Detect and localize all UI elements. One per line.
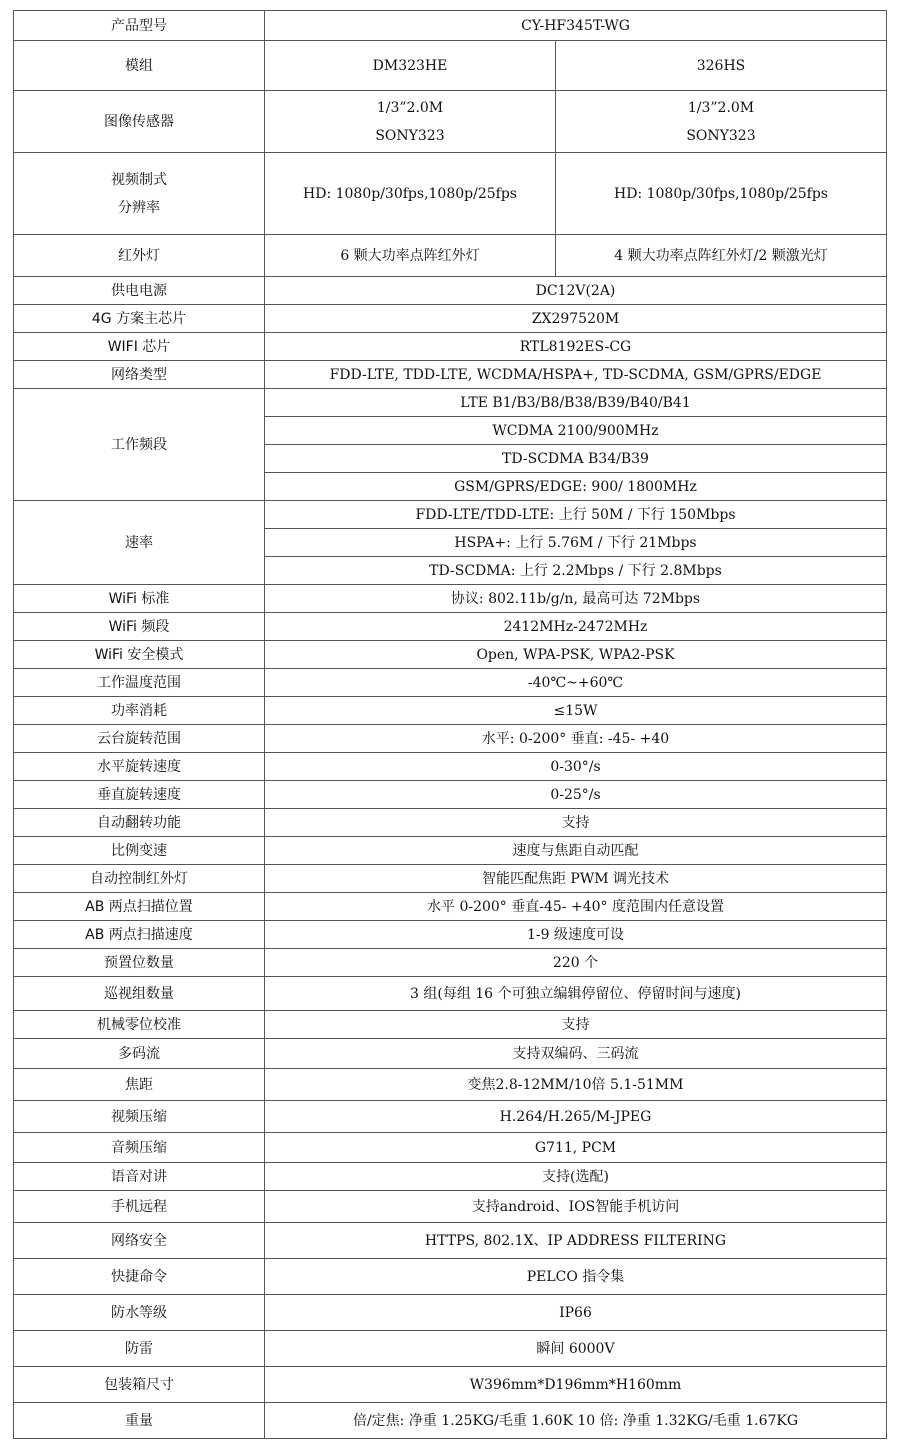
table-row (14, 389, 887, 417)
row-value: 2412MHz-2472MHz (265, 613, 887, 641)
table-row (14, 697, 887, 725)
video-b-value: HD: 1080p/30fps,1080p/25fps (556, 153, 887, 235)
row-value: 支持(选配) (265, 1163, 887, 1191)
table-row (14, 333, 887, 361)
table-row (14, 1011, 887, 1039)
table-row (14, 305, 887, 333)
row-value: 0-25°/s (265, 781, 887, 809)
row-value: 智能匹配焦距 PWM 调光技术 (265, 865, 887, 893)
ir-a-value: 6 颗大功率点阵红外灯 (265, 235, 556, 277)
row-value: CY-HF345T-WG (265, 11, 887, 41)
row-value: 瞬间 6000V (265, 1331, 887, 1367)
table-row (14, 11, 887, 41)
sensor-b-value (556, 91, 887, 153)
ir-b-value: 4 颗大功率点阵红外灯/2 颗激光灯 (556, 235, 887, 277)
row-label: 云台旋转范围 (14, 725, 265, 753)
row-value: 支持 (265, 809, 887, 837)
row-label: 速率 (14, 501, 265, 585)
row-label: 焦距 (14, 1069, 265, 1101)
row-label (14, 153, 265, 235)
row-value: DC12V(2A) (265, 277, 887, 305)
table-row (14, 781, 887, 809)
row-value: G711, PCM (265, 1133, 887, 1163)
table-row (14, 1191, 887, 1223)
table-row (14, 1039, 887, 1069)
row-label: 图像传感器 (14, 91, 265, 153)
table-row (14, 1163, 887, 1191)
band-value: TD-SCDMA B34/B39 (265, 445, 887, 473)
band-value: LTE B1/B3/B8/B38/B39/B40/B41 (265, 389, 887, 417)
row-value: H.264/H.265/M-JPEG (265, 1101, 887, 1133)
row-label: 供电电源 (14, 277, 265, 305)
row-value: PELCO 指令集 (265, 1259, 887, 1295)
table-row (14, 865, 887, 893)
row-label: 模组 (14, 41, 265, 91)
row-label: 重量 (14, 1403, 265, 1439)
row-value: 协议: 802.11b/g/n, 最高可达 72Mbps (265, 585, 887, 613)
table-row (14, 1133, 887, 1163)
table-row (14, 1367, 887, 1403)
table-row (14, 1069, 887, 1101)
table-row (14, 725, 887, 753)
row-label: 多码流 (14, 1039, 265, 1069)
row-label: 功率消耗 (14, 697, 265, 725)
row-value: ZX297520M (265, 305, 887, 333)
table-row (14, 809, 887, 837)
row-value: 速度与焦距自动匹配 (265, 837, 887, 865)
rate-value: TD-SCDMA: 上行 2.2Mbps / 下行 2.8Mbps (265, 557, 887, 585)
row-value: 支持双编码、三码流 (265, 1039, 887, 1069)
row-label: WiFi 安全模式 (14, 641, 265, 669)
row-label: 网络安全 (14, 1223, 265, 1259)
row-label: 4G 方案主芯片 (14, 305, 265, 333)
table-row (14, 585, 887, 613)
row-label: 红外灯 (14, 235, 265, 277)
row-label: 包装箱尺寸 (14, 1367, 265, 1403)
row-value: W396mm*D196mm*H160mm (265, 1367, 887, 1403)
row-label: 预置位数量 (14, 949, 265, 977)
row-value: 水平: 0-200° 垂直: -45- +40 (265, 725, 887, 753)
row-label: 机械零位校准 (14, 1011, 265, 1039)
row-value: 220 个 (265, 949, 887, 977)
row-value: 支持 (265, 1011, 887, 1039)
table-row (14, 277, 887, 305)
table-row (14, 893, 887, 921)
table-row (14, 753, 887, 781)
row-value: Open, WPA-PSK, WPA2-PSK (265, 641, 887, 669)
table-row (14, 837, 887, 865)
table-row (14, 1259, 887, 1295)
table-row (14, 641, 887, 669)
band-value: GSM/GPRS/EDGE: 900/ 1800MHz (265, 473, 887, 501)
row-value: HTTPS, 802.1X、IP ADDRESS FILTERING (265, 1223, 887, 1259)
row-value: 3 组(每组 16 个可独立编辑停留位、停留时间与速度) (265, 977, 887, 1011)
sensor-a-line-2: SONY323 (375, 127, 445, 144)
row-label: 音频压缩 (14, 1133, 265, 1163)
row-value: ≤15W (265, 697, 887, 725)
rate-value: HSPA+: 上行 5.76M / 下行 21Mbps (265, 529, 887, 557)
row-value: 支持android、IOS智能手机访问 (265, 1191, 887, 1223)
spec-table (13, 10, 887, 1439)
row-value: RTL8192ES-CG (265, 333, 887, 361)
row-label: AB 两点扫描速度 (14, 921, 265, 949)
row-value: 变焦2.8-12MM/10倍 5.1-51MM (265, 1069, 887, 1101)
row-value: IP66 (265, 1295, 887, 1331)
row-label: 巡视组数量 (14, 977, 265, 1011)
row-value: 1-9 级速度可设 (265, 921, 887, 949)
sensor-b-line-2: SONY323 (686, 127, 756, 144)
row-label: 语音对讲 (14, 1163, 265, 1191)
row-label: 垂直旋转速度 (14, 781, 265, 809)
weight-value: 倍/定焦: 净重 1.25KG/毛重 1.60K 10 倍: 净重 1.32KG/毛重 1.67KG (265, 1403, 887, 1439)
table-row (14, 977, 887, 1011)
row-value: 0-30°/s (265, 753, 887, 781)
rate-value: FDD-LTE/TDD-LTE: 上行 50M / 下行 150Mbps (265, 501, 887, 529)
row-value: FDD-LTE, TDD-LTE, WCDMA/HSPA+, TD-SCDMA, GSM/GPRS/EDGE (265, 361, 887, 389)
row-label: 产品型号 (14, 11, 265, 41)
table-row (14, 91, 887, 153)
table-row (14, 1331, 887, 1367)
band-value: WCDMA 2100/900MHz (265, 417, 887, 445)
row-value: -40℃~+60℃ (265, 669, 887, 697)
row-label: 工作频段 (14, 389, 265, 501)
table-row (14, 235, 887, 277)
row-label: 网络类型 (14, 361, 265, 389)
sensor-a-value (265, 91, 556, 153)
module-a-value: DM323HE (265, 41, 556, 91)
row-label: WiFi 标准 (14, 585, 265, 613)
row-label: 自动翻转功能 (14, 809, 265, 837)
row-label: 防水等级 (14, 1295, 265, 1331)
table-row (14, 361, 887, 389)
table-row (14, 921, 887, 949)
table-row (14, 1295, 887, 1331)
table-row (14, 613, 887, 641)
row-label: 水平旋转速度 (14, 753, 265, 781)
row-label: 自动控制红外灯 (14, 865, 265, 893)
table-row (14, 1403, 887, 1439)
table-row (14, 669, 887, 697)
row-label: 工作温度范围 (14, 669, 265, 697)
row-label: AB 两点扫描位置 (14, 893, 265, 921)
table-row (14, 1101, 887, 1133)
video-label-line-1: 视频制式 (111, 171, 167, 188)
sensor-a-line-1: 1/3”2.0M (376, 99, 444, 116)
row-label: 防雷 (14, 1331, 265, 1367)
table-row (14, 1223, 887, 1259)
table-row (14, 153, 887, 235)
row-label: WIFI 芯片 (14, 333, 265, 361)
row-label: 比例变速 (14, 837, 265, 865)
table-row (14, 949, 887, 977)
row-value: 水平 0-200° 垂直-45- +40° 度范围内任意设置 (265, 893, 887, 921)
video-a-value: HD: 1080p/30fps,1080p/25fps (265, 153, 556, 235)
row-label: 手机远程 (14, 1191, 265, 1223)
table-row (14, 501, 887, 529)
module-b-value: 326HS (556, 41, 887, 91)
video-label-line-2: 分辨率 (118, 199, 160, 216)
row-label: WiFi 频段 (14, 613, 265, 641)
row-label: 视频压缩 (14, 1101, 265, 1133)
row-label: 快捷命令 (14, 1259, 265, 1295)
table-row (14, 41, 887, 91)
sensor-b-line-1: 1/3”2.0M (687, 99, 755, 116)
